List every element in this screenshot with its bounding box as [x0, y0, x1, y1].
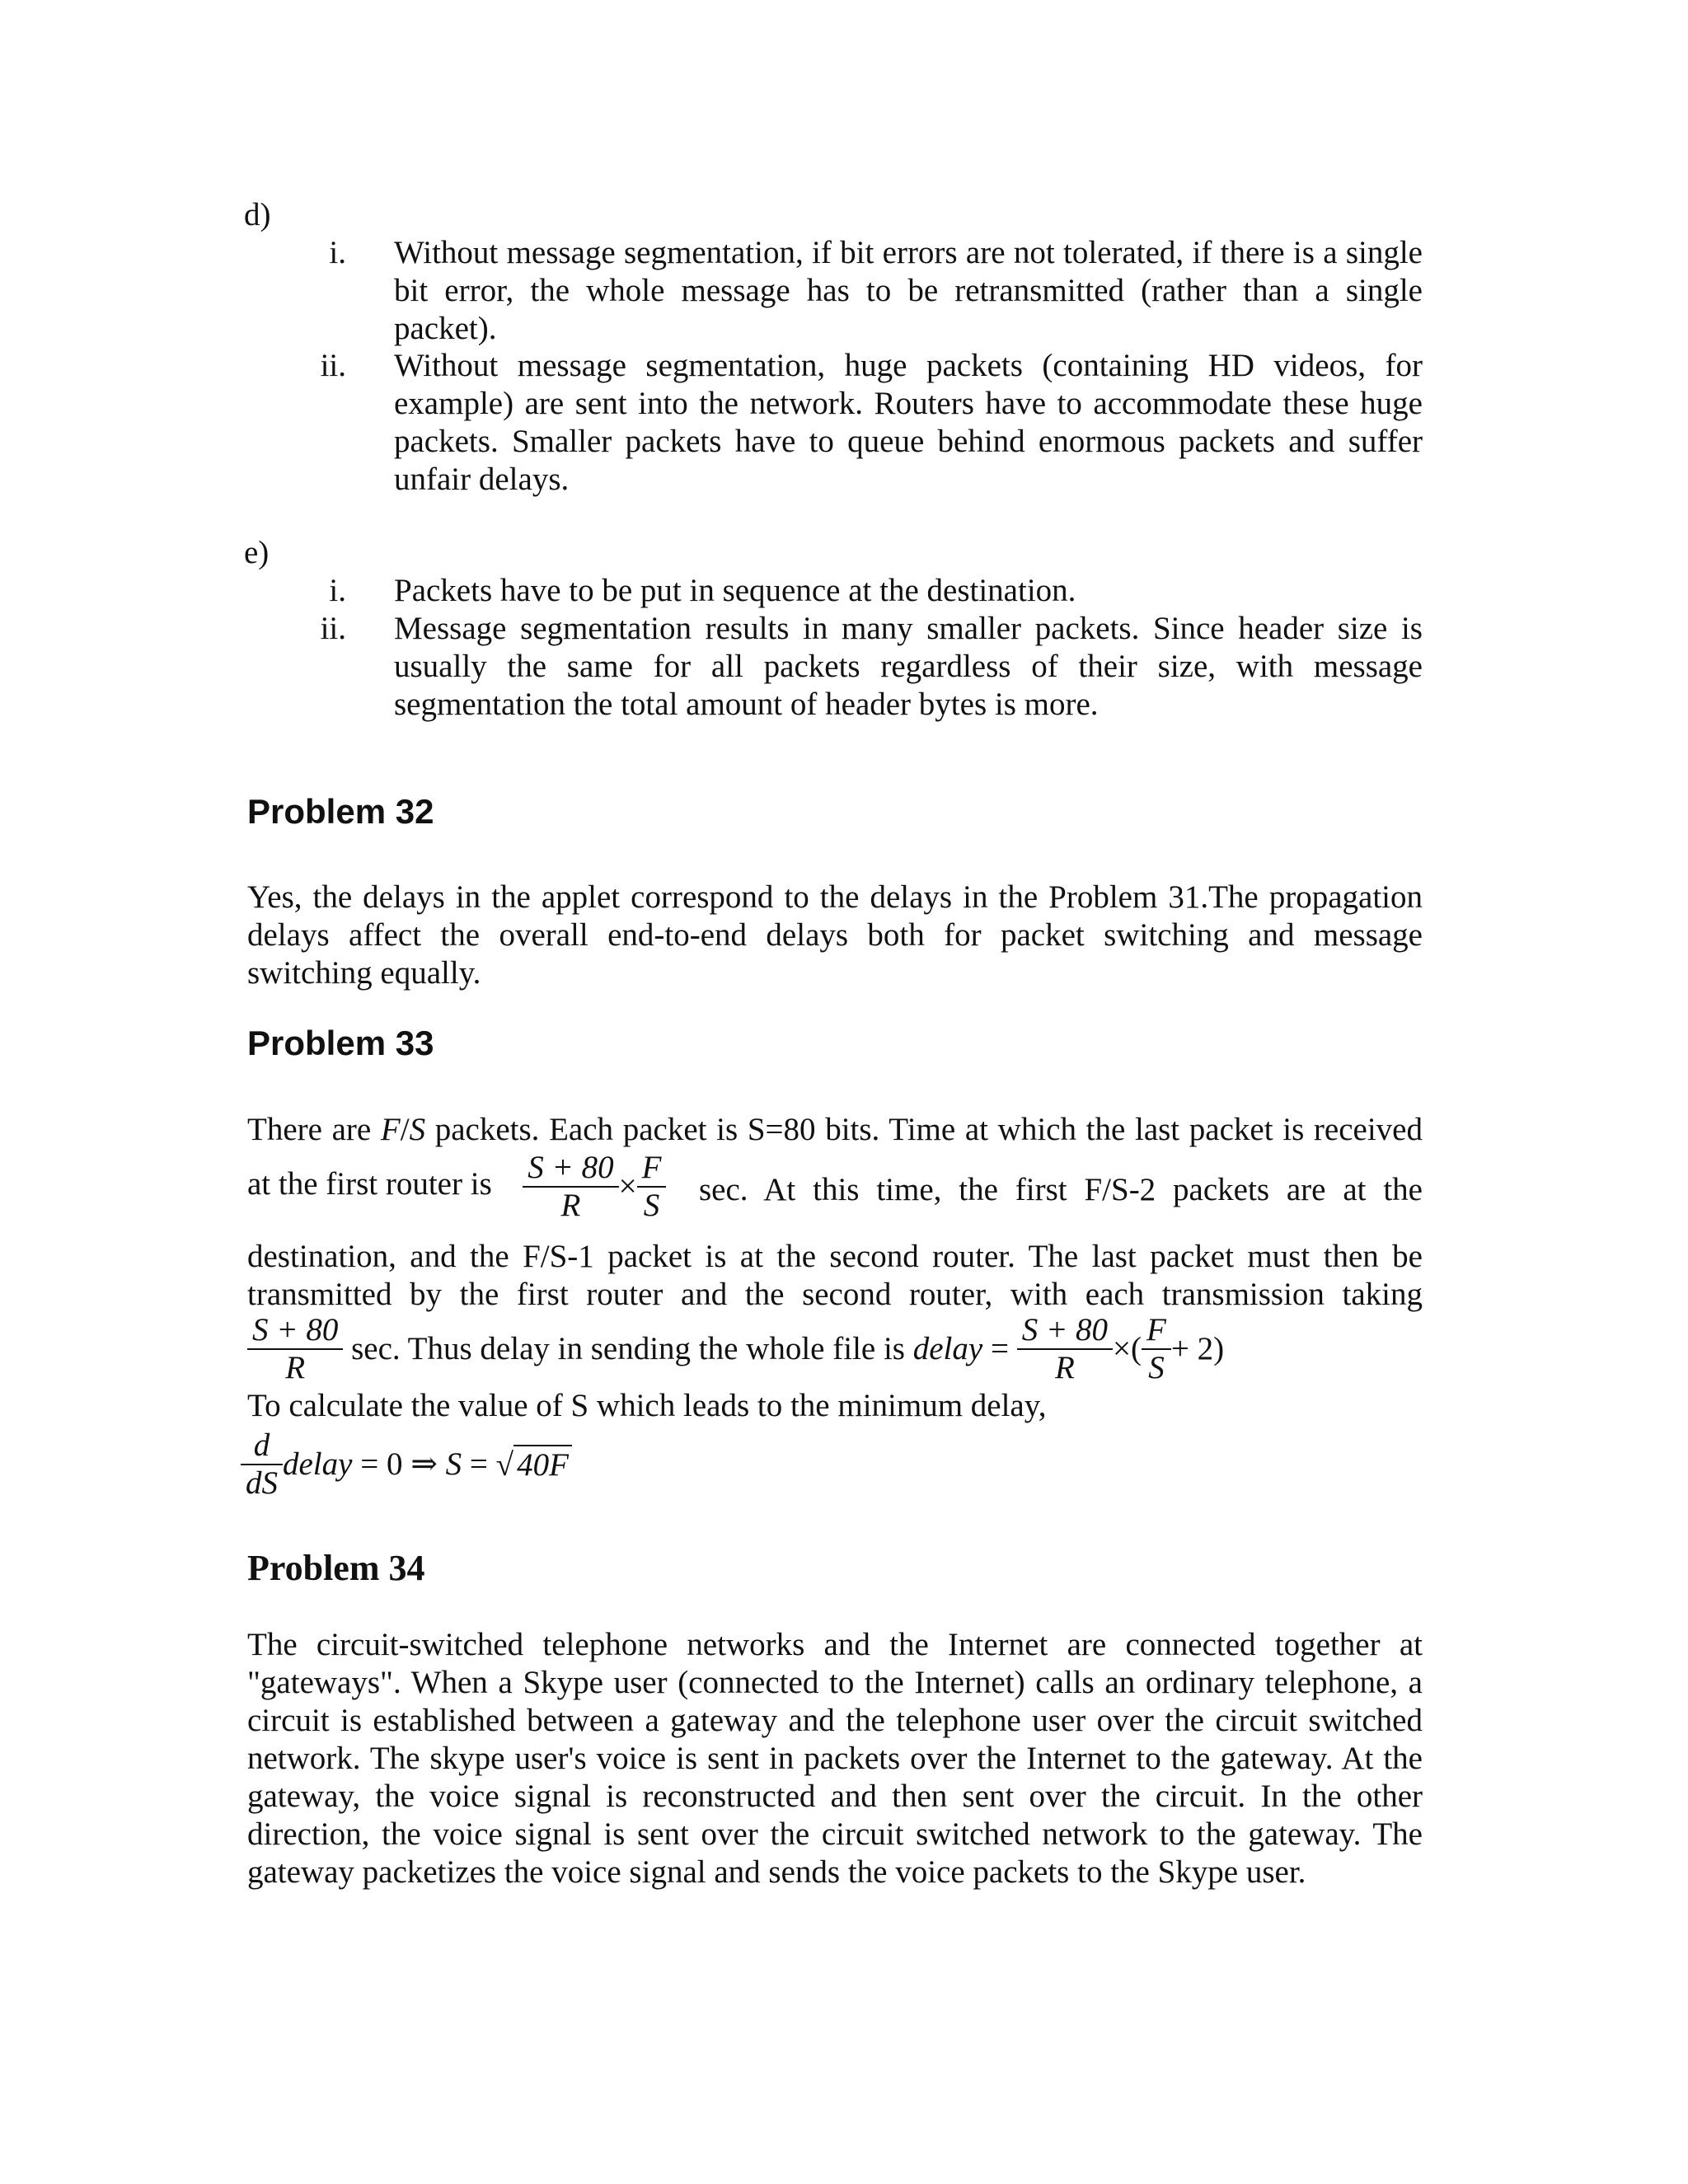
fraction-delay-f-over-s: $\frac{F}{S}$ — [1142, 1312, 1171, 1386]
item-d-ii-text: Without message segmentation, huge packets (containing HD videos, for example) are sent into the network. Routers have to accommodate these huge packets. Smaller packets have to queue behind enormous packets and suffer unfair delays. — [394, 348, 1423, 497]
problem-33-derivative: $\frac{d}{dS}$ delay = 0 ⇒ S = √ 40F — [241, 1427, 572, 1502]
line-2-start: at the first router is — [247, 1165, 492, 1202]
item-e-i-text: Packets have to be put in sequence at the destination. — [394, 573, 1076, 608]
section-e-label: e) — [244, 535, 270, 570]
problem-32-text: Yes, the delays in the applet correspond to the delays in the Problem 31.The propagation delays affect the overall end-to-end delays both for packet switching and message switching equally. — [247, 879, 1423, 991]
fraction-f-over-s: $\frac{F}{S}$ — [637, 1150, 667, 1224]
problem-33-line-6: To calculate the value of S which leads to the minimum delay, — [247, 1388, 1047, 1423]
item-d-i-number: i. — [329, 235, 346, 270]
item-e-i-number: i. — [329, 573, 346, 608]
derivative-d-over-ds: $\frac{d}{dS}$ — [241, 1427, 283, 1502]
line-2-end: sec. At this time, the first F/S-2 packets are at the — [699, 1172, 1423, 1207]
section-d-label: d) — [244, 197, 271, 232]
item-d-ii-number: ii. — [320, 348, 346, 383]
problem-33-heading: Problem 33 — [247, 1024, 434, 1062]
item-d-i-text: Without message segmentation, if bit errors are not tolerated, if there is a single bit error, the whole message has to be retransmitted (rather than a single packet). — [394, 235, 1423, 346]
item-e-ii-text: Message segmentation results in many smaller packets. Since header size is usually the same for all packets regardless of their size, with message segmentation the total amount of header bytes is more. — [394, 611, 1423, 722]
problem-32-heading: Problem 32 — [247, 792, 434, 831]
problem-33-line-3: destination, and the F/S-1 packet is at the second router. The last packet must then be — [247, 1239, 1423, 1274]
problem-33-line-2: at the first router is $\frac{S + 80}{R}$ × $\frac{F}{S}$ — [247, 1150, 666, 1224]
problem-34-heading: Problem 34 — [247, 1548, 425, 1588]
fraction-transmission-time: $\frac{S + 80}{R}$ — [247, 1312, 343, 1386]
problem-34-text: The circuit-switched telephone networks and the Internet are connected together at "gateways". When a Skype user (connected to the Internet) calls an ordinary telephone, a circuit is established between a gateway and the telephone user over the circuit switched network. The skype user's voice is sent in packets over the Internet to the gateway. At the gateway, the voice signal is reconstructed and then sent over the circuit. In the other direction, the voice signal is sent over the circuit switched network to the gateway. The gateway packetizes the voice signal and sends the voice packets to the Skype user. — [247, 1627, 1423, 1890]
fraction-delay-s-plus-80-over-r: $\frac{S + 80}{R}$ — [1017, 1312, 1113, 1386]
fraction-s-plus-80-over-r: $\frac{S + 80}{R}$ — [523, 1150, 618, 1224]
problem-33-line-4: transmitted by the first router and the second router, with each transmission taking — [247, 1277, 1423, 1312]
item-e-ii-number: ii. — [320, 611, 346, 646]
square-root: √ 40F — [496, 1445, 572, 1484]
problem-33-line-1: There are F/S packets. Each packet is S=80 bits. Time at which the last packet is received — [247, 1112, 1423, 1147]
problem-33-line-5: $\frac{S + 80}{R}$ sec. Thus delay in sending the whole file is delay = $\frac{S + 80}{R}$ ×( $\frac{F}{S}$ + 2) — [247, 1312, 1224, 1386]
